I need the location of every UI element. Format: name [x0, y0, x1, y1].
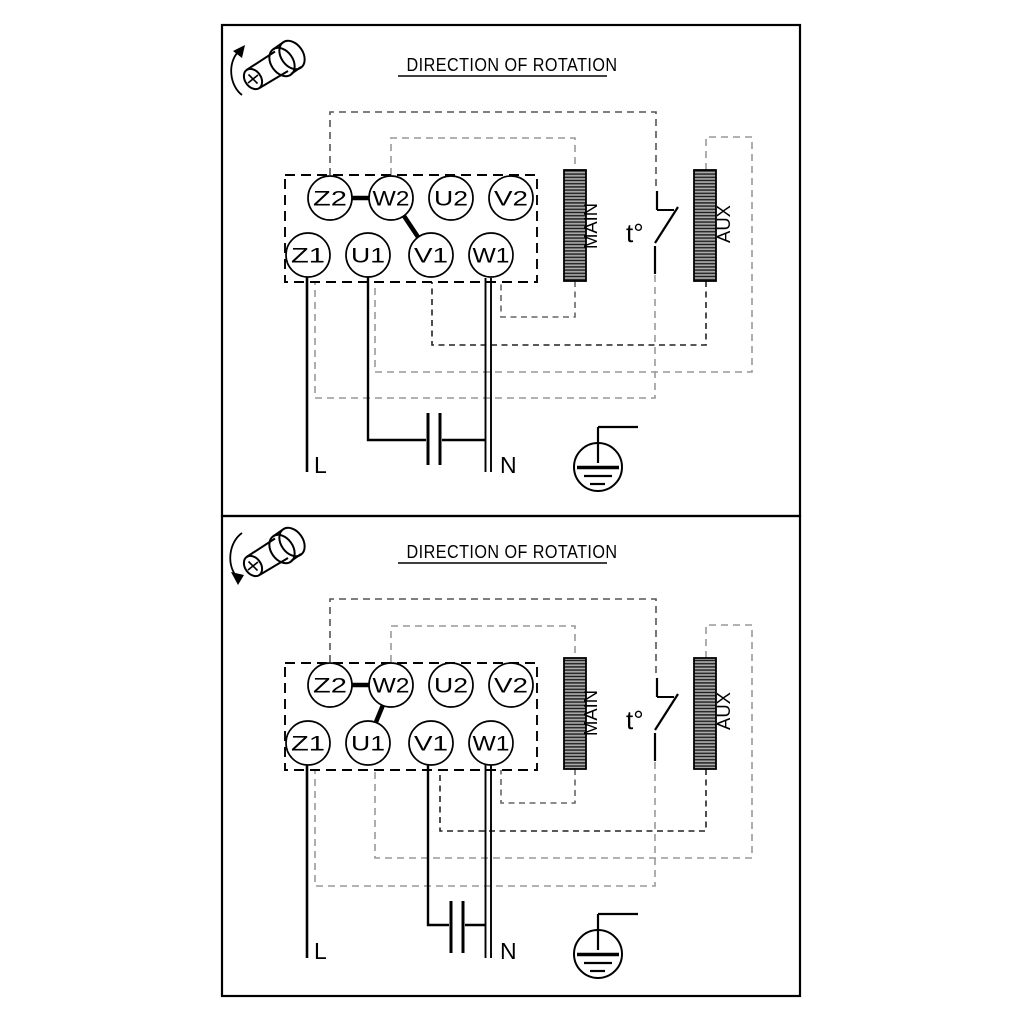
- aux-winding-label: AUX: [714, 692, 734, 730]
- rotation-ccw-icon: [231, 36, 310, 95]
- terminal-label-u1: U1: [351, 244, 385, 268]
- v1-to-capacitor-wire: [428, 765, 449, 925]
- terminal-label-u2: U2: [434, 187, 468, 211]
- bridge-w2-v1: [404, 216, 418, 237]
- terminal-block: [285, 175, 537, 282]
- terminal-label-u1: U1: [351, 732, 385, 756]
- wire-z2-to-thermal: [330, 112, 656, 190]
- thermal-switch: [626, 191, 678, 274]
- panel-title: [398, 55, 618, 76]
- terminal-label-v2: V2: [494, 674, 528, 698]
- terminal-label-v1: V1: [414, 244, 448, 268]
- thermal-switch-label: t°: [626, 705, 644, 735]
- terminal-label-z1: Z1: [291, 732, 325, 756]
- terminal-label-w1: W1: [472, 244, 510, 268]
- rotation-cw-icon: [230, 523, 310, 585]
- direction-of-rotation-title: DIRECTION OF ROTATION: [406, 55, 618, 75]
- main-winding: [564, 658, 601, 769]
- thermal-switch-label: t°: [626, 218, 644, 248]
- main-winding-label: MAIN: [581, 691, 601, 736]
- capacitor: [451, 901, 486, 953]
- wire-v1-to-aux-bottom: [432, 281, 706, 345]
- terminal-label-z1: Z1: [291, 244, 325, 268]
- terminal-label-w2: W2: [372, 187, 410, 211]
- wire-z2-to-thermal: [330, 599, 656, 677]
- power-wiring: [307, 765, 517, 964]
- direction-of-rotation-title: DIRECTION OF ROTATION: [406, 542, 618, 562]
- wire-w1-to-main-bottom: [501, 281, 575, 317]
- terminal-label-v2: V2: [494, 187, 528, 211]
- bridge-w2-u1: [376, 705, 383, 722]
- power-wiring: [307, 277, 517, 478]
- ground-symbol: [574, 427, 638, 491]
- ground-symbol: [574, 914, 638, 978]
- line-label: L: [314, 452, 327, 478]
- wire-w1-to-main-bottom: [501, 769, 575, 803]
- wire-w2-to-main-top: [391, 626, 575, 662]
- u1-to-capacitor-wire: [368, 277, 426, 440]
- terminal-label-z2: Z2: [313, 674, 347, 698]
- aux-winding: [694, 170, 734, 281]
- terminal-label-z2: Z2: [313, 187, 347, 211]
- panel-title: [398, 542, 618, 563]
- aux-winding-label: AUX: [714, 205, 734, 243]
- main-winding: [564, 170, 601, 281]
- terminal-label-v1: V1: [414, 732, 448, 756]
- panel-cw: [222, 516, 800, 996]
- terminal-label-w2: W2: [372, 674, 410, 698]
- capacitor: [428, 413, 486, 465]
- panel-ccw: [222, 25, 800, 516]
- wire-w2-to-main-top: [391, 138, 575, 175]
- terminal-label-w1: W1: [472, 732, 510, 756]
- thermal-switch: [626, 678, 678, 761]
- wire-v1-to-aux-bottom: [440, 769, 706, 831]
- terminal-label-u2: U2: [434, 674, 468, 698]
- neutral-label: N: [500, 938, 517, 964]
- aux-winding: [694, 658, 734, 769]
- terminal-block: [285, 663, 537, 770]
- neutral-label: N: [500, 452, 517, 478]
- line-label: L: [314, 938, 327, 964]
- main-winding-label: MAIN: [581, 204, 601, 249]
